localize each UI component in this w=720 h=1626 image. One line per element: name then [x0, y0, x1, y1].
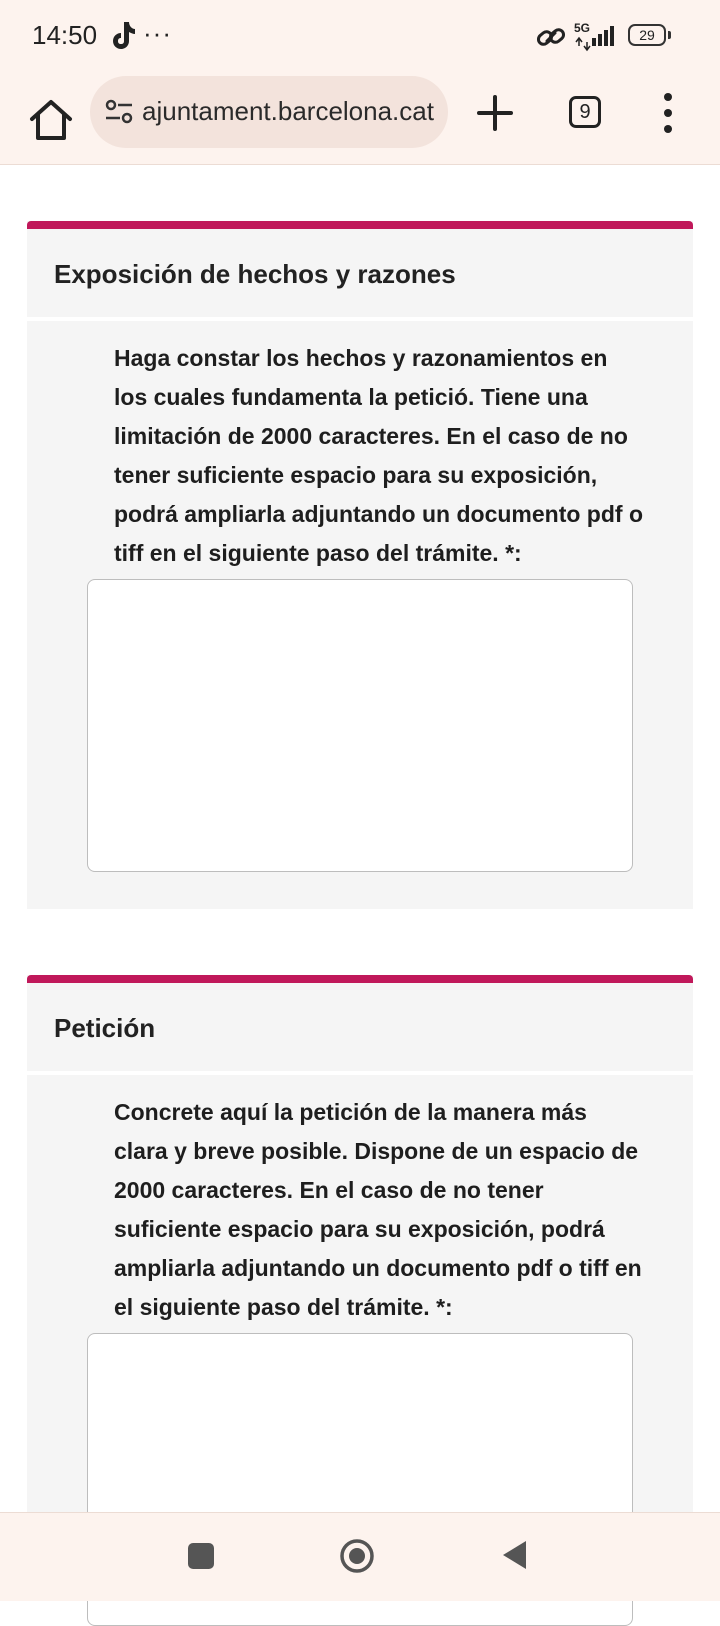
- more-notifications-icon: ···: [143, 18, 172, 48]
- section-peticion: [27, 975, 693, 1535]
- battery-level: 29: [628, 24, 666, 46]
- more-menu-icon[interactable]: [660, 90, 676, 136]
- battery-icon: [628, 24, 674, 48]
- home-icon[interactable]: [24, 93, 78, 147]
- home-nav-icon[interactable]: [339, 1538, 375, 1574]
- address-bar[interactable]: [90, 76, 448, 148]
- network-type: 5G: [574, 21, 591, 35]
- link-icon: [536, 24, 566, 50]
- field-label: Haga constar los hechos y razonamientos en los cuales fundamenta la petició. Tiene una limitación de 2000 caracteres. En el caso de no tener suficiente espacio para su exposición, podrá ampliarla adjuntando un documento pdf o tiff en el siguiente paso del trámite. *:: [114, 345, 643, 566]
- section-accent-bar: [27, 975, 693, 983]
- site-settings-icon[interactable]: [104, 98, 134, 126]
- signal-icon: [574, 20, 620, 52]
- exposicion-textarea[interactable]: [87, 579, 633, 872]
- section-title: Exposición de hechos y razones: [54, 259, 456, 289]
- status-bar: [0, 0, 720, 76]
- field-label: Concrete aquí la petición de la manera más clara y breve posible. Dispone de un espacio de 2000 caracteres. En el caso de no tener suficiente espacio para su exposición, podrá ampliarla adjuntando un documento pdf o tiff en el siguiente paso del trámite. *:: [114, 1099, 642, 1320]
- tiktok-icon: [110, 20, 136, 50]
- section-accent-bar: [27, 221, 693, 229]
- back-icon[interactable]: [500, 1539, 528, 1571]
- section-exposicion: [27, 221, 693, 909]
- recents-icon[interactable]: [188, 1543, 214, 1569]
- system-nav-bar: [0, 1512, 720, 1601]
- tab-switcher-button[interactable]: 9: [569, 96, 601, 128]
- section-title: Petición: [54, 1013, 156, 1043]
- new-tab-icon[interactable]: [474, 92, 516, 134]
- browser-toolbar: [0, 76, 720, 165]
- url-text[interactable]: ajuntament.barcelona.cat: [142, 96, 434, 126]
- status-time: 14:50: [32, 20, 98, 50]
